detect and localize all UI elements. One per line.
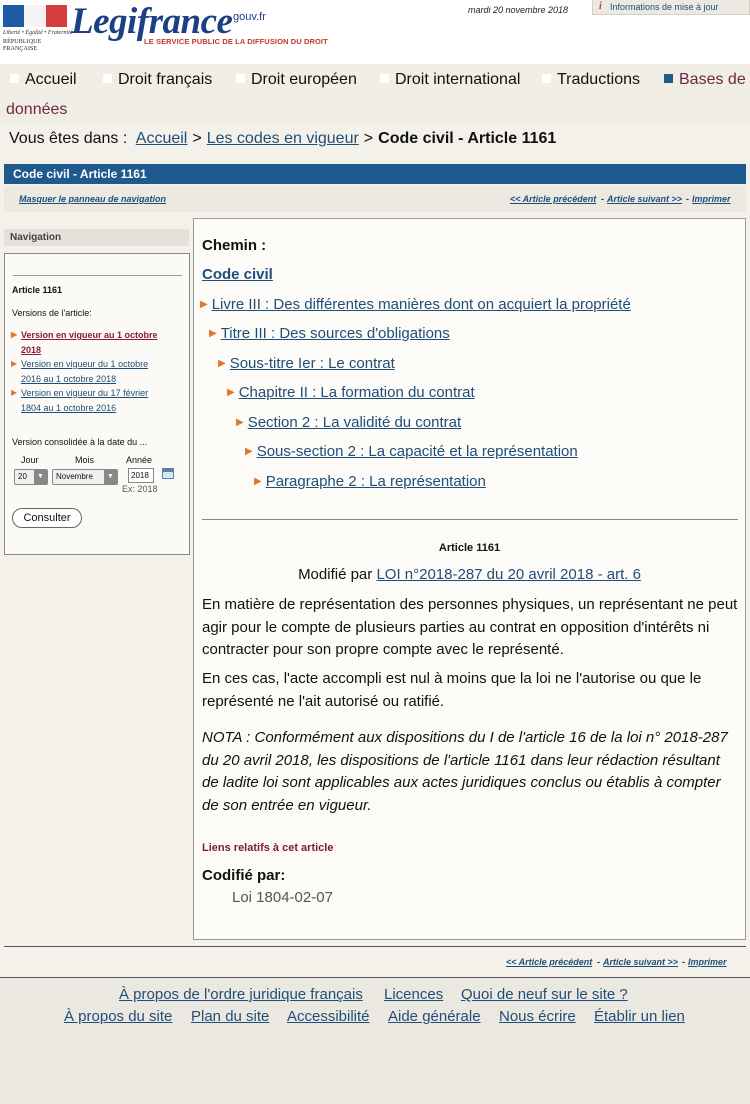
site-footer: [0, 978, 750, 1104]
menu-item-label: Droit international: [395, 71, 521, 88]
previous-article-link[interactable]: << Article précédent: [506, 957, 593, 967]
info-update-link[interactable]: [592, 0, 750, 15]
orange-triangle-icon: ▶: [254, 476, 262, 487]
footer-link-ordre-juridique[interactable]: À propos de l'ordre juridique français: [119, 986, 363, 1003]
article-toolbar: [4, 186, 746, 212]
toolbar-separator: -: [597, 957, 600, 967]
site-header: [0, 0, 750, 64]
breadcrumb-accueil[interactable]: Accueil: [135, 130, 188, 147]
menu-item-bases-de-donnees[interactable]: [664, 71, 746, 89]
code-civil-link[interactable]: Code civil: [202, 266, 273, 283]
path-label: Livre III : Des différentes manières dont on acquiert la propriété: [211, 296, 631, 313]
brand-slogan: LE SERVICE PUBLIC DE LA DIFFUSION DU DROIT: [144, 37, 328, 46]
menu-item-label: Droit français: [118, 71, 213, 88]
footer-link-licences[interactable]: Licences: [384, 986, 444, 1003]
orange-triangle-icon: ▶: [11, 388, 18, 397]
chevron-down-icon: ▼: [104, 470, 117, 484]
menu-item-droit-international[interactable]: [380, 71, 520, 89]
path-label: Paragraphe 2 : La représentation: [265, 473, 486, 490]
nav-article-name: Article 1161: [12, 285, 63, 295]
footer-link-etablir-un-lien[interactable]: Établir un lien: [594, 1008, 685, 1025]
article-paragraph: En matière de représentation des personnes physiques, un représentant ne peut agir pour le compte de plusieurs parties au contrat en opposition d'intérêts ni contracter pour son propre compte avec le représenté.: [202, 596, 738, 658]
calendar-icon[interactable]: [162, 468, 174, 479]
logo-republique: RÉPUBLIQUE FRANÇAISE: [3, 39, 42, 52]
menu-bullet-icon: [380, 74, 389, 83]
version-line: 1804 au 1 octobre 2016: [21, 402, 117, 413]
orange-triangle-icon: ▶: [200, 299, 208, 310]
menu-item-bases-de-donnees-continued[interactable]: données: [6, 101, 68, 118]
menu-item-droit-europeen[interactable]: [236, 71, 357, 89]
footer-link-a-propos-site[interactable]: À propos du site: [64, 1008, 173, 1025]
version-current-link[interactable]: [11, 328, 181, 357]
codified-by-value: Loi 1804-02-07: [232, 889, 333, 906]
path-sous-titre-link[interactable]: [218, 355, 395, 372]
brand-name[interactable]: Legifrance: [71, 1, 233, 42]
path-sous-section-link[interactable]: [245, 443, 578, 460]
info-update-label: Informations de mise à jour: [610, 2, 719, 12]
menu-bullet-icon: [542, 74, 551, 83]
previous-article-link[interactable]: << Article précédent: [510, 194, 597, 204]
path-section-link[interactable]: [236, 414, 461, 431]
annee-example: Ex: 2018: [122, 484, 158, 494]
divider: [13, 275, 182, 276]
orange-triangle-icon: ▶: [209, 328, 217, 339]
footer-link-quoi-de-neuf[interactable]: Quoi de neuf sur le site ?: [461, 986, 628, 1003]
toolbar-separator: -: [682, 957, 685, 967]
versions-label: Versions de l'article:: [12, 308, 92, 318]
version-1804-2016-link[interactable]: [11, 386, 181, 415]
menu-item-accueil[interactable]: [10, 71, 77, 89]
path-label: Section 2 : La validité du contrat: [247, 414, 462, 431]
logo-devise: Liberté • Égalité • Fraternité: [3, 30, 73, 36]
article-nota: NOTA : Conformément aux dispositions du I de l'article 16 de la loi n° 2018-287 du 20 avril 2018, les dispositions de l'article 1161 dans leur rédaction résultant de ladite loi sont applicables aux actes juridiques conclus ou établis à compter de son entrée en vigueur.: [202, 729, 728, 814]
info-icon: i: [599, 1, 602, 12]
path-label: Chapitre II : La formation du contrat: [238, 384, 475, 401]
menu-item-label: Traductions: [557, 71, 640, 88]
path-label: Titre III : Des sources d'obligations: [220, 325, 450, 342]
version-line: 2018: [21, 344, 42, 355]
page-title: Code civil - Article 1161: [4, 164, 746, 184]
bottom-toolbar: [0, 957, 750, 971]
current-date: mardi 20 novembre 2018: [468, 5, 569, 15]
divider: [4, 946, 746, 947]
toolbar-separator: -: [601, 194, 604, 204]
orange-triangle-icon: ▶: [236, 417, 244, 428]
version-line: Version en vigueur au 1 octobre: [21, 330, 158, 340]
breadcrumb-prefix: Vous êtes dans :: [9, 130, 128, 147]
article-title: Article 1161: [438, 542, 501, 554]
orange-triangle-icon: ▶: [11, 359, 18, 368]
consolidated-date-label: Version consolidée à la date du ...: [12, 437, 148, 447]
mois-value: Novembre: [56, 472, 93, 481]
version-line: Version en vigueur du 17 février: [21, 388, 149, 398]
chemin-label: Chemin :: [202, 237, 267, 254]
mois-select[interactable]: [52, 469, 118, 485]
breadcrumb-codes-en-vigueur[interactable]: Les codes en vigueur: [206, 130, 359, 147]
menu-bullet-icon: [664, 74, 673, 83]
orange-triangle-icon: ▶: [227, 387, 235, 398]
modified-by: [194, 566, 745, 583]
consulter-button[interactable]: Consulter: [12, 508, 82, 528]
menu-item-label: Droit européen: [251, 71, 357, 88]
orange-triangle-icon: ▶: [11, 330, 18, 339]
menu-item-traductions[interactable]: [542, 71, 640, 89]
related-links-title: Liens relatifs à cet article: [202, 842, 334, 854]
footer-link-accessibilite[interactable]: Accessibilité: [287, 1008, 370, 1025]
jour-value: 20: [18, 472, 27, 481]
path-chapitre-link[interactable]: [227, 384, 475, 401]
mois-label: Mois: [75, 455, 95, 465]
annee-input[interactable]: 2018: [128, 468, 154, 483]
menu-bullet-icon: [103, 74, 112, 83]
menu-bullet-icon: [236, 74, 245, 83]
path-livre-link[interactable]: [200, 296, 631, 313]
breadcrumb: [9, 130, 556, 148]
breadcrumb-separator: >: [363, 130, 374, 147]
main-menu: [0, 64, 750, 126]
menu-item-droit-francais[interactable]: [103, 71, 212, 89]
version-line: 2016 au 1 octobre 2018: [21, 373, 117, 384]
menu-bullet-icon: [10, 74, 19, 83]
annee-label: Année: [126, 455, 153, 465]
path-paragraphe-link[interactable]: [254, 473, 486, 490]
path-label: Sous-section 2 : La capacité et la représentation: [256, 443, 578, 460]
divider: [202, 519, 738, 520]
footer-link-nous-ecrire[interactable]: Nous écrire: [499, 1008, 576, 1025]
menu-item-label: Bases de: [679, 71, 746, 88]
next-article-link[interactable]: Article suivant >>: [603, 957, 679, 967]
tricolor-flag-icon: [3, 5, 67, 27]
orange-triangle-icon: ▶: [245, 446, 253, 457]
navigation-panel: [4, 253, 190, 555]
jour-select[interactable]: [14, 469, 48, 485]
path-label: Sous-titre Ier : Le contrat: [229, 355, 395, 372]
next-article-link[interactable]: Article suivant >>: [607, 194, 683, 204]
jour-label: Jour: [21, 455, 39, 465]
modifying-law-link[interactable]: LOI n°2018-287 du 20 avril 2018 - art. 6: [376, 566, 641, 583]
hide-navigation-link[interactable]: Masquer le panneau de navigation: [19, 194, 167, 204]
navigation-title: Navigation: [4, 229, 189, 246]
breadcrumb-current: Code civil - Article 1161: [378, 130, 557, 147]
codified-by-title: Codifié par:: [202, 867, 286, 884]
footer-link-plan-du-site[interactable]: Plan du site: [191, 1008, 270, 1025]
print-link[interactable]: Imprimer: [688, 957, 727, 967]
article-content: [193, 218, 746, 940]
modified-prefix: Modifié par: [298, 566, 373, 583]
print-link[interactable]: Imprimer: [692, 194, 731, 204]
marianne-logo[interactable]: [3, 5, 73, 52]
orange-triangle-icon: ▶: [218, 358, 226, 369]
breadcrumb-separator: >: [192, 130, 202, 147]
version-line: Version en vigueur du 1 octobre: [21, 359, 149, 369]
toolbar-separator: -: [686, 194, 689, 204]
chevron-down-icon: ▼: [34, 470, 47, 484]
footer-link-aide-generale[interactable]: Aide générale: [388, 1008, 481, 1025]
article-paragraph: En ces cas, l'acte accompli est nul à moins que la loi ne l'autorise ou que le représenté ne l'ait autorisé ou ratifié.: [202, 670, 702, 710]
version-2016-2018-link[interactable]: [11, 357, 181, 386]
menu-item-label: Accueil: [25, 71, 77, 88]
brand-tld: .gouv.fr: [230, 11, 266, 23]
path-titre-link[interactable]: [209, 325, 450, 342]
